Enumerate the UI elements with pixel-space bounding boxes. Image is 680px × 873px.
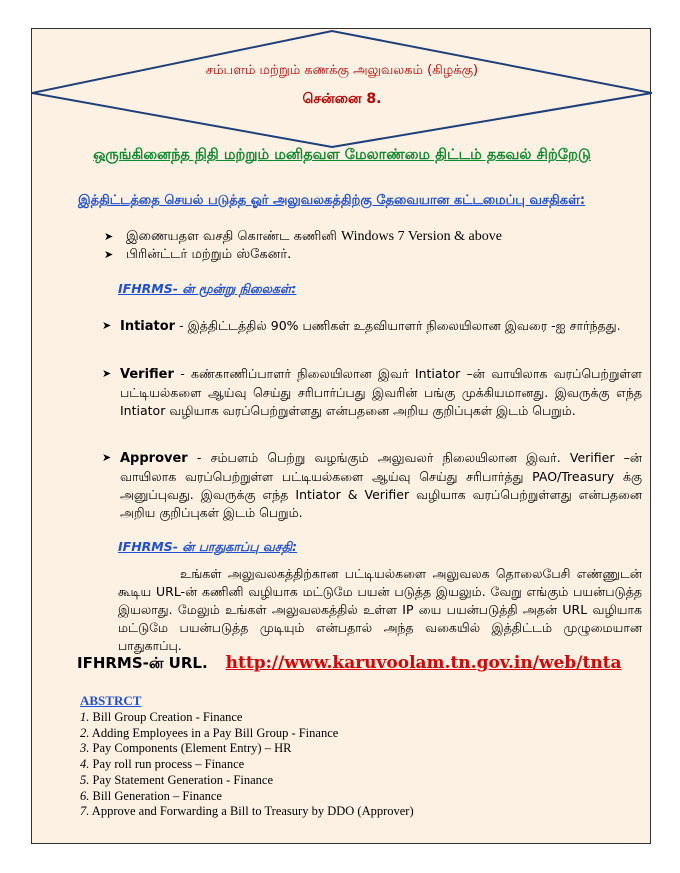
role-name: Approver [120,451,188,466]
security-paragraph: உங்கள் அலுவலகத்திற்கான பட்டியல்களை அலுவலக தொலைபேசி எண்ணுடன் கூடிய URL-ன் கணினி வழியாக மட்டுமே பயன் படுத்த இயலும். வேறு எங்கும் பயன்படுத்த இயலாது. மேலும் உங்கள் அலுவலகத்தில் உள்ள IP யை பயன்படுத்தி அதன் URL வழியாக மட்டுமே பயன்படுத்த முடியும் என்பதால் அந்த வகையில் இத்திட்டம் முழுமையான பாதுகாப்பு. [118,566,642,653]
level-item-approver: ➤ Approver - சம்பளம் பெற்று வழங்கும் அலுவலர் நிலையிலான இவர். Verifier –ன் வாயிலாக வரப்பெற்றுள்ள பட்டியல்களை ஆய்வு செய்து சரிபார்த்து PAO/Treasury க்கு அனுப்புவது. இவருக்கு எந்த Intiator & Verifier வழியாக வரப்பெற்றுள்ளது என்பதனை அறிய குறிப்புகள் இடம் பெறும். [102,450,642,520]
levels-heading: IFHRMS- ன் மூன்று நிலைகள்: [118,281,297,296]
document-title: ஒருங்கினைந்த நிதி மற்றும் மனிதவள மேலாண்மை திட்டம் தகவல் சிற்றேடு [93,147,591,163]
role-description: சம்பளம் பெற்று வழங்கும் அலுவலர் நிலையிலான இவர். Verifier –ன் வாயிலாக வரப்பெற்றுள்ள பட்டியல்களை ஆய்வு செய்து சரிபார்த்து PAO/Treasury க்கு அனுப்புவது. இவருக்கு எந்த Intiator & Verifier வழியாக வரப்பெற்றுள்ளது என்பதனை அறிய குறிப்புகள் இடம் பெறும். [120,450,642,520]
security-heading: IFHRMS- ன் பாதுகாப்பு வசதி: [118,539,298,554]
arrow-bullet-icon: ➤ [102,367,112,380]
abstract-item: 6. Bill Generation – Finance [80,788,222,803]
abstract-item: 7. Approve and Forwarding a Bill to Treasury by DDO (Approver) [80,804,414,819]
abstract-item: 4. Pay roll run process – Finance [80,757,245,772]
arrow-bullet-icon: ➤ [104,248,114,261]
abstract-heading: ABSTRCT [80,693,142,708]
role-description: கண்காணிப்பாளர் நிலையிலான இவர் Intiator –ன் வாயிலாக வரப்பெற்றுள்ள பட்டியல்களை ஆய்வு செய்து சரிபார்ப்பது இவரின் பங்கு முக்கியமானது. இவருக்கு எந்த Intiator வழியாக வரப்பெற்றுள்ளது என்பதனை அறிய குறிப்புகள் இடம் பெறும். [120,366,642,418]
website-link[interactable]: http://www.karuvoolam.tn.gov.in/web/tnta [225,653,622,673]
abstract-item: 3. Pay Components (Element Entry) – HR [80,741,292,756]
role-name: Intiator [120,319,176,334]
requirement-item: ➤ பிரின்ட்டர் மற்றும் ஸ்கேனர். [104,247,292,262]
url-label: IFHRMS-ன் URL. [77,654,208,672]
arrow-bullet-icon: ➤ [104,230,114,243]
abstract-item: 2. Adding Employees in a Pay Bill Group - Finance [80,725,339,740]
arrow-bullet-icon: ➤ [102,319,112,332]
header-diamond-shape [32,29,652,149]
arrow-bullet-icon: ➤ [102,451,112,464]
abstract-item: 5. Pay Statement Generation - Finance [80,772,273,787]
url-line [77,653,622,674]
document-page [31,28,651,844]
abstract-list [80,710,414,820]
requirement-item: ➤ இணையதள வசதி கொண்ட கணினி Windows 7 Version & above [104,229,502,244]
level-item-verifier: ➤ Verifier - கண்காணிப்பாளர் நிலையிலான இவர் Intiator –ன் வாயிலாக வரப்பெற்றுள்ள பட்டியல்களை ஆய்வு செய்து சரிபார்ப்பது இவரின் பங்கு முக்கியமானது. இவருக்கு எந்த Intiator வழியாக வரப்பெற்றுள்ளது என்பதனை அறிய குறிப்புகள் இடம் பெறும். [102,366,642,418]
role-name: Verifier [120,367,174,382]
role-description: இத்திட்டத்தில் 90% பணிகள் உதவியாளர் நிலையிலான இவரை -ஐ சார்ந்தது. [187,318,621,333]
abstract-item: 1. Bill Group Creation - Finance [80,710,243,724]
office-city: சென்னை 8. [302,91,382,107]
office-name: சம்பளம் மற்றும் கணக்கு அலுவலகம் (கிழக்கு) [205,63,479,78]
requirements-heading: இத்திட்டத்தை செயல் படுத்த ஓர் அலுவலகத்திற்கு தேவையான கட்டமைப்பு வசதிகள்: [78,193,586,208]
level-item-initiator: ➤ Intiator - இத்திட்டத்தில் 90% பணிகள் உதவியாளர் நிலையிலான இவரை -ஐ சார்ந்தது. [102,318,621,334]
